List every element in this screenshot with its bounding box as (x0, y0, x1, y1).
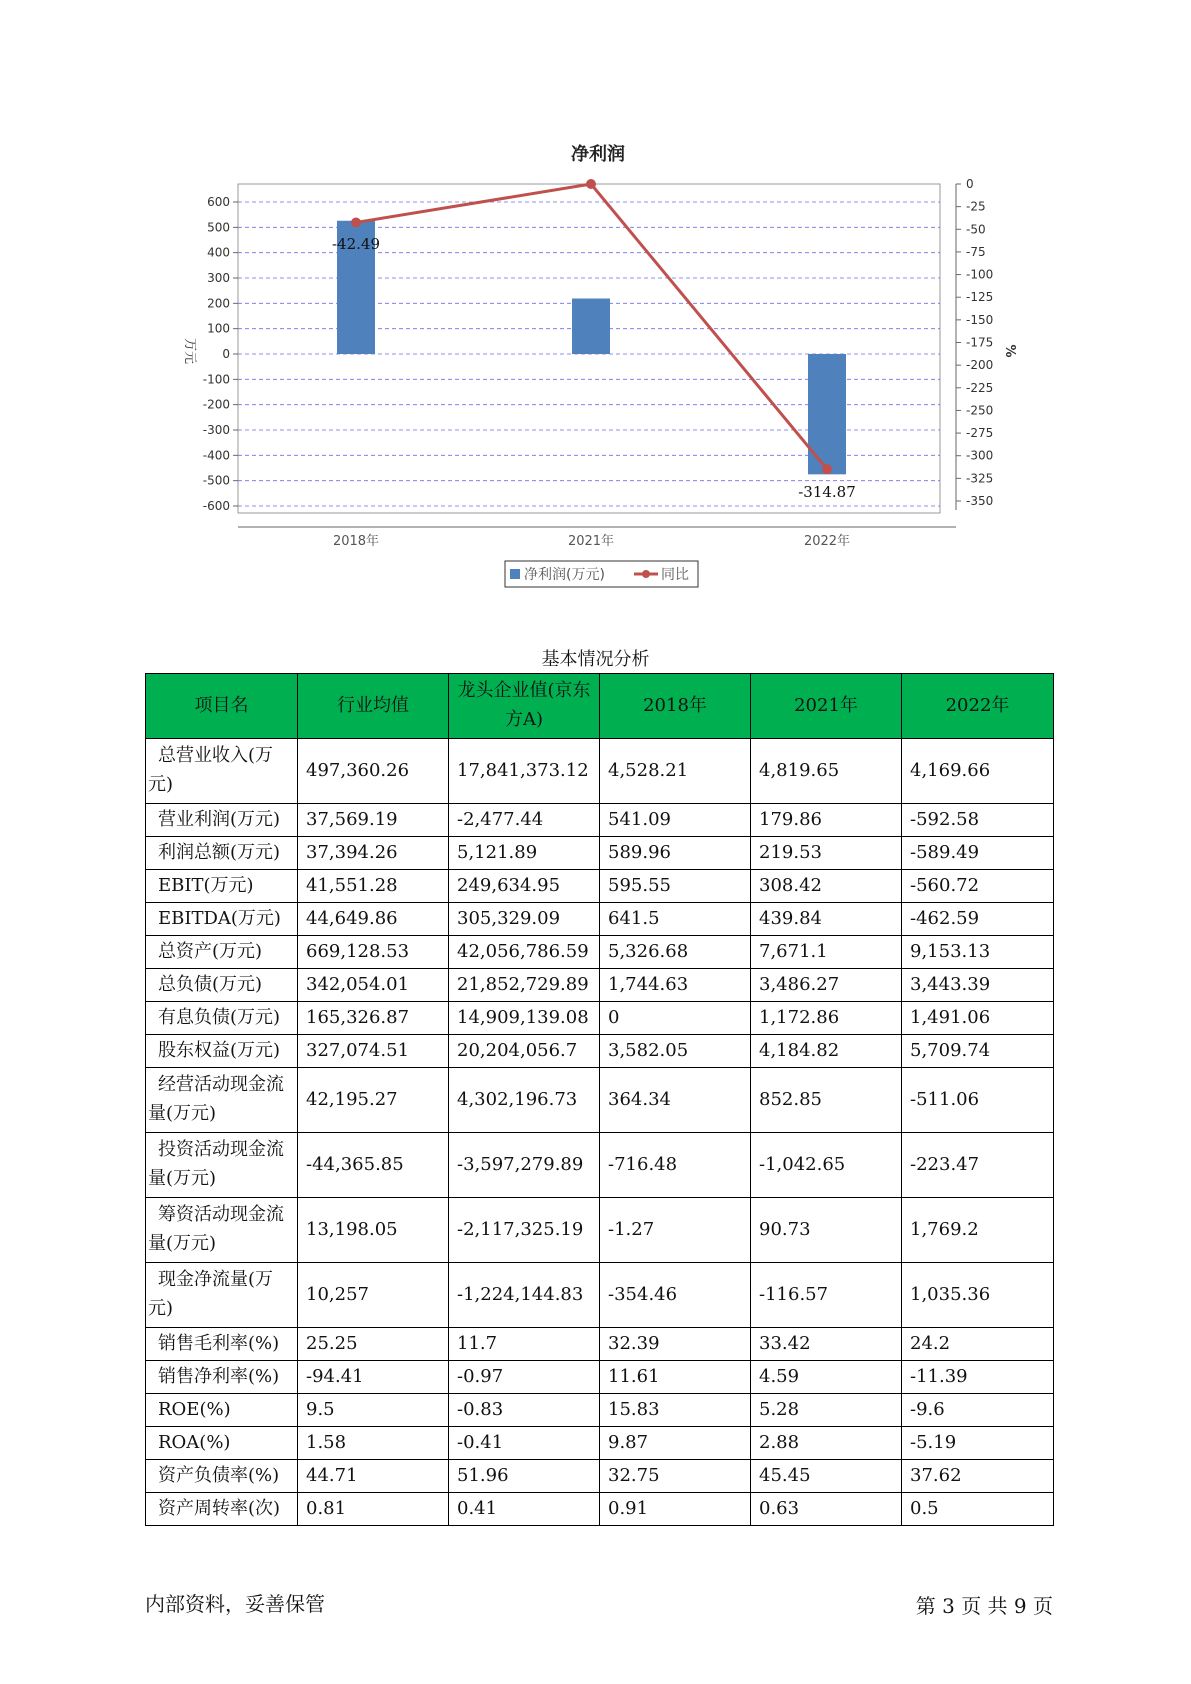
value-cell: 0.41 (449, 1493, 600, 1526)
row-label-cell: 资产负债率(%) (146, 1460, 298, 1493)
value-cell: 0.5 (902, 1493, 1054, 1526)
value-cell: 13,198.05 (298, 1198, 449, 1263)
value-cell: 42,056,786.59 (449, 936, 600, 969)
value-cell: 342,054.01 (298, 969, 449, 1002)
yoy-data-label: -314.87 (798, 483, 856, 501)
header-cell: 2022年 (902, 674, 1054, 739)
value-cell: -589.49 (902, 837, 1054, 870)
left-tick-label: -500 (202, 473, 230, 488)
value-cell: 641.5 (600, 903, 751, 936)
header-cell: 2018年 (600, 674, 751, 739)
yoy-point (351, 217, 361, 227)
header-cell: 项目名 (146, 674, 298, 739)
value-cell: -354.46 (600, 1263, 751, 1328)
value-cell: 308.42 (751, 870, 902, 903)
value-cell: -2,117,325.19 (449, 1198, 600, 1263)
value-cell: 1,744.63 (600, 969, 751, 1002)
left-tick-label: -200 (202, 397, 230, 412)
left-tick-label: -400 (202, 448, 230, 463)
value-cell: -0.41 (449, 1427, 600, 1460)
value-cell: 9.87 (600, 1427, 751, 1460)
value-cell: 42,195.27 (298, 1068, 449, 1133)
row-label-cell: 现金净流量(万元) (146, 1263, 298, 1328)
left-tick-label: 200 (207, 296, 230, 311)
right-tick-label: 0 (966, 177, 974, 191)
value-cell: -5.19 (902, 1427, 1054, 1460)
row-label-cell: ROA(%) (146, 1427, 298, 1460)
footer-page-number: 第 3 页 共 9 页 (915, 1594, 1053, 1618)
value-cell: 669,128.53 (298, 936, 449, 969)
table-row (146, 1394, 1054, 1427)
table-header-row (146, 674, 1054, 739)
table-row (146, 837, 1054, 870)
table-row (146, 1133, 1054, 1198)
value-cell: 20,204,056.7 (449, 1035, 600, 1068)
value-cell: 4,302,196.73 (449, 1068, 600, 1133)
category-label: 2021年 (567, 534, 615, 549)
legend-line-marker (642, 570, 650, 578)
value-cell: 0.63 (751, 1493, 902, 1526)
value-cell: 4,184.82 (751, 1035, 902, 1068)
legend-bar-label: 净利润(万元) (524, 567, 605, 583)
chart-title: 净利润 (571, 144, 625, 165)
value-cell: -0.97 (449, 1361, 600, 1394)
value-cell: 37.62 (902, 1460, 1054, 1493)
left-tick-label: 400 (207, 245, 230, 260)
value-cell: 3,582.05 (600, 1035, 751, 1068)
value-cell: 249,634.95 (449, 870, 600, 903)
value-cell: 37,394.26 (298, 837, 449, 870)
right-tick-label: -150 (966, 312, 994, 327)
value-cell: 9.5 (298, 1394, 449, 1427)
right-axis-label: % (1002, 344, 1017, 358)
right-tick-label: -25 (966, 199, 986, 214)
legend-bar-swatch (510, 569, 520, 579)
legend-line-label: 同比 (661, 567, 689, 583)
value-cell: 1,035.36 (902, 1263, 1054, 1328)
value-cell: -716.48 (600, 1133, 751, 1198)
footer-confidential-note: 内部资料，妥善保管 (145, 1592, 325, 1616)
right-tick-label: -275 (966, 426, 994, 441)
value-cell: 11.61 (600, 1361, 751, 1394)
value-cell: -462.59 (902, 903, 1054, 936)
row-label-cell: 经营活动现金流量(万元) (146, 1068, 298, 1133)
yoy-data-label: -42.49 (331, 235, 381, 253)
value-cell: -223.47 (902, 1133, 1054, 1198)
value-cell: 33.42 (751, 1328, 902, 1361)
value-cell: 5.28 (751, 1394, 902, 1427)
table-row (146, 1361, 1054, 1394)
value-cell: 37,569.19 (298, 804, 449, 837)
table-row (146, 1198, 1054, 1263)
right-tick-label: -175 (966, 335, 994, 350)
value-cell: 24.2 (902, 1328, 1054, 1361)
left-tick-label: 100 (207, 321, 230, 336)
right-tick-label: -250 (966, 403, 994, 418)
table-row (146, 739, 1054, 804)
value-cell: 1,769.2 (902, 1198, 1054, 1263)
row-label-cell: 利润总额(万元) (146, 837, 298, 870)
table-row (146, 1002, 1054, 1035)
value-cell: 44,649.86 (298, 903, 449, 936)
value-cell: 4,169.66 (902, 739, 1054, 804)
value-cell: 179.86 (751, 804, 902, 837)
value-cell: 0 (600, 1002, 751, 1035)
row-label-cell: 有息负债(万元) (146, 1002, 298, 1035)
value-cell: 1.58 (298, 1427, 449, 1460)
right-tick-label: -200 (966, 358, 994, 373)
value-cell: 21,852,729.89 (449, 969, 600, 1002)
row-label-cell: 销售毛利率(%) (146, 1328, 298, 1361)
value-cell: 90.73 (751, 1198, 902, 1263)
value-cell: 305,329.09 (449, 903, 600, 936)
yoy-point (822, 464, 832, 474)
value-cell: 0.91 (600, 1493, 751, 1526)
row-label-cell: ROE(%) (146, 1394, 298, 1427)
right-tick-label: -125 (966, 290, 994, 305)
table-row (146, 903, 1054, 936)
value-cell: 32.39 (600, 1328, 751, 1361)
value-cell: 852.85 (751, 1068, 902, 1133)
value-cell: -1.27 (600, 1198, 751, 1263)
right-tick-label: -50 (966, 222, 986, 237)
value-cell: 541.09 (600, 804, 751, 837)
left-axis-label: 万元 (182, 337, 197, 365)
left-tick-label: 500 (207, 220, 230, 235)
left-tick-label: 0 (222, 347, 230, 361)
value-cell: 4.59 (751, 1361, 902, 1394)
value-cell: 41,551.28 (298, 870, 449, 903)
table-row (146, 1493, 1054, 1526)
value-cell: 7,671.1 (751, 936, 902, 969)
value-cell: 4,819.65 (751, 739, 902, 804)
value-cell: 165,326.87 (298, 1002, 449, 1035)
table-title: 基本情况分析 (541, 649, 650, 670)
value-cell: 17,841,373.12 (449, 739, 600, 804)
header-cell: 行业均值 (298, 674, 449, 739)
value-cell: 11.7 (449, 1328, 600, 1361)
row-label-cell: 总资产(万元) (146, 936, 298, 969)
table-row (146, 1068, 1054, 1133)
left-tick-label: -300 (202, 423, 230, 437)
table-row (146, 969, 1054, 1002)
left-tick-label: -100 (202, 372, 230, 387)
left-tick-label: 600 (207, 195, 230, 209)
value-cell: -11.39 (902, 1361, 1054, 1394)
value-cell: -94.41 (298, 1361, 449, 1394)
header-cell: 龙头企业值(京东方A) (449, 674, 600, 739)
value-cell: 364.34 (600, 1068, 751, 1133)
table-row (146, 804, 1054, 837)
value-cell: 2.88 (751, 1427, 902, 1460)
right-tick-label: -75 (966, 244, 986, 259)
row-label-cell: 筹资活动现金流量(万元) (146, 1198, 298, 1263)
table-row (146, 1328, 1054, 1361)
value-cell: -44,365.85 (298, 1133, 449, 1198)
value-cell: 4,528.21 (600, 739, 751, 804)
value-cell: 51.96 (449, 1460, 600, 1493)
table-row (146, 1263, 1054, 1328)
value-cell: 44.71 (298, 1460, 449, 1493)
value-cell: -9.6 (902, 1394, 1054, 1427)
value-cell: 15.83 (600, 1394, 751, 1427)
net-profit-chart (0, 0, 1191, 600)
value-cell: 9,153.13 (902, 936, 1054, 969)
row-label-cell: 总营业收入(万元) (146, 739, 298, 804)
value-cell: 32.75 (600, 1460, 751, 1493)
table-row (146, 1035, 1054, 1068)
value-cell: 3,486.27 (751, 969, 902, 1002)
bar (572, 299, 610, 354)
left-tick-label: 300 (207, 271, 230, 285)
table-row (146, 1460, 1054, 1493)
value-cell: 5,709.74 (902, 1035, 1054, 1068)
row-label-cell: 投资活动现金流量(万元) (146, 1133, 298, 1198)
value-cell: 5,121.89 (449, 837, 600, 870)
value-cell: -3,597,279.89 (449, 1133, 600, 1198)
value-cell: 1,172.86 (751, 1002, 902, 1035)
value-cell: 25.25 (298, 1328, 449, 1361)
table-row (146, 1427, 1054, 1460)
value-cell: -0.83 (449, 1394, 600, 1427)
value-cell: -2,477.44 (449, 804, 600, 837)
left-tick-label: -600 (202, 499, 230, 513)
value-cell: 0.81 (298, 1493, 449, 1526)
row-label-cell: 销售净利率(%) (146, 1361, 298, 1394)
table-row (146, 870, 1054, 903)
value-cell: -1,224,144.83 (449, 1263, 600, 1328)
row-label-cell: 营业利润(万元) (146, 804, 298, 837)
right-tick-label: -100 (966, 267, 994, 282)
row-label-cell: EBITDA(万元) (146, 903, 298, 936)
value-cell: 10,257 (298, 1263, 449, 1328)
value-cell: 3,443.39 (902, 969, 1054, 1002)
value-cell: 45.45 (751, 1460, 902, 1493)
value-cell: 439.84 (751, 903, 902, 936)
row-label-cell: 总负债(万元) (146, 969, 298, 1002)
value-cell: 1,491.06 (902, 1002, 1054, 1035)
table-row (146, 936, 1054, 969)
value-cell: -592.58 (902, 804, 1054, 837)
value-cell: 497,360.26 (298, 739, 449, 804)
row-label-cell: EBIT(万元) (146, 870, 298, 903)
value-cell: 14,909,139.08 (449, 1002, 600, 1035)
right-tick-label: -225 (966, 380, 994, 395)
bar (808, 354, 846, 474)
category-label: 2022年 (803, 534, 851, 549)
value-cell: 595.55 (600, 870, 751, 903)
value-cell: 5,326.68 (600, 936, 751, 969)
row-label-cell: 股东权益(万元) (146, 1035, 298, 1068)
category-label: 2018年 (332, 534, 380, 549)
right-tick-label: -350 (966, 494, 994, 508)
header-cell: 2021年 (751, 674, 902, 739)
value-cell: -1,042.65 (751, 1133, 902, 1198)
value-cell: 219.53 (751, 837, 902, 870)
right-tick-label: -325 (966, 471, 994, 486)
right-tick-label: -300 (966, 448, 994, 463)
value-cell: -560.72 (902, 870, 1054, 903)
yoy-point (586, 179, 596, 189)
value-cell: 327,074.51 (298, 1035, 449, 1068)
value-cell: -511.06 (902, 1068, 1054, 1133)
row-label-cell: 资产周转率(次) (146, 1493, 298, 1526)
value-cell: -116.57 (751, 1263, 902, 1328)
value-cell: 589.96 (600, 837, 751, 870)
basic-analysis-table (145, 673, 1054, 1526)
